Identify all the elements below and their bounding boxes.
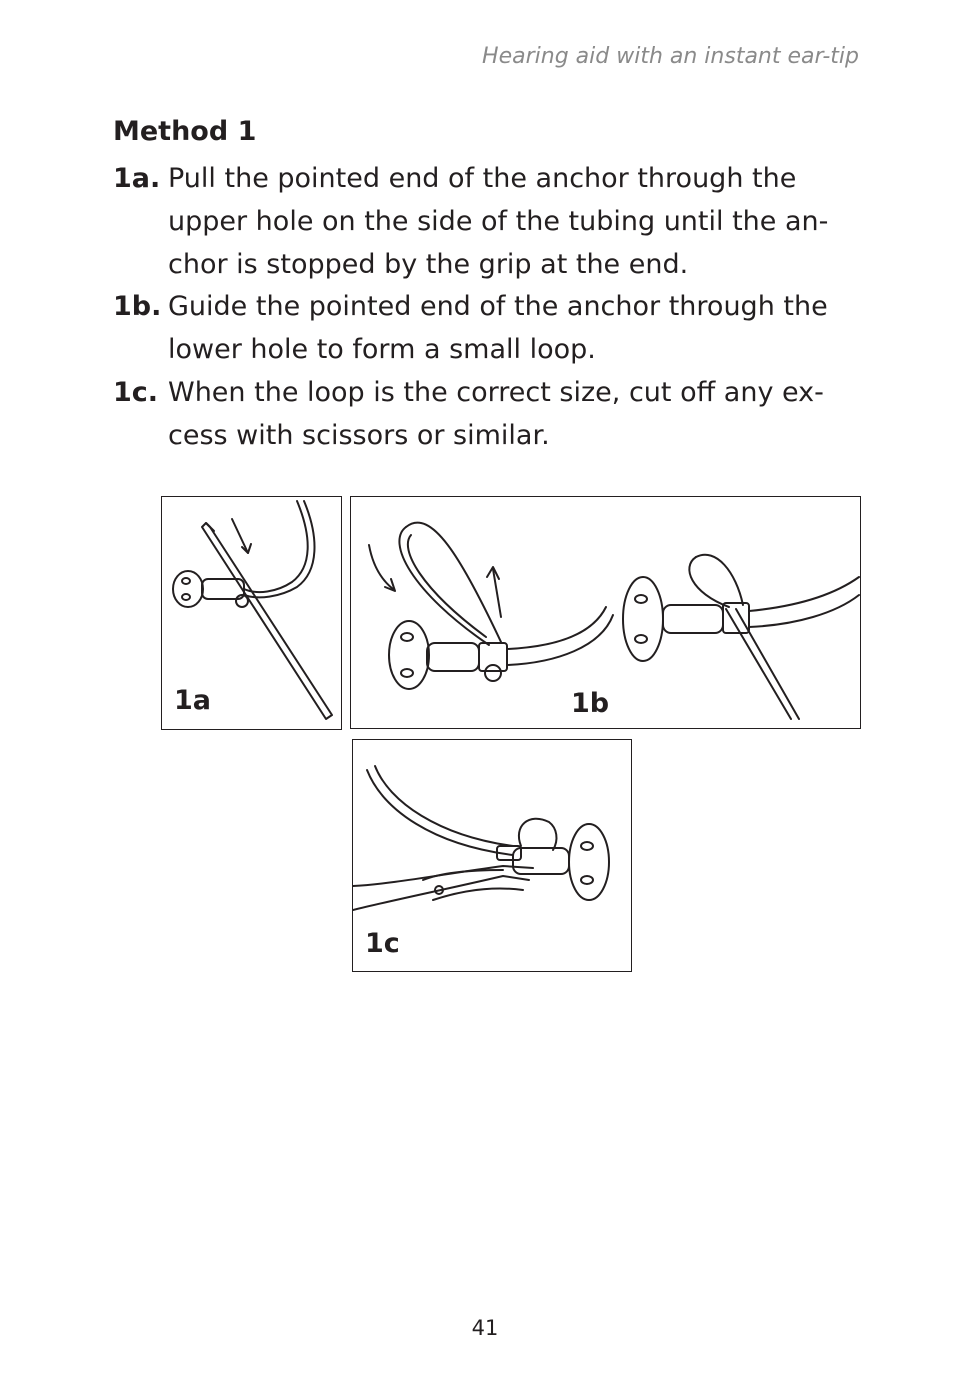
figure-label: 1c [365,928,400,959]
step-number: 1b. [113,291,162,322]
running-header: Hearing aid with an instant ear-tip [482,44,859,69]
step-line: Pull the pointed end of the anchor through the [168,163,797,194]
page-number: 41 [471,1316,499,1340]
figure-1c [352,739,632,972]
step-text [168,371,868,457]
figure-label: 1a [174,685,212,716]
step-line: chor is stopped by the grip at the end. [168,249,689,280]
step-number: 1a. [113,163,161,194]
step-line: cess with scissors or similar. [168,420,550,451]
step-line: Guide the pointed end of the anchor through the [168,291,828,322]
figure-1b [350,496,861,729]
step-line: upper hole on the side of the tubing until the an- [168,206,829,237]
figure-1a [161,496,342,730]
step-text [168,285,868,371]
step-line: When the loop is the correct size, cut off any ex- [168,377,824,408]
step-line: lower hole to form a small loop. [168,334,596,365]
figure-label: 1b [571,688,610,719]
step-text [168,157,868,286]
section-heading: Method 1 [113,116,257,147]
step-number: 1c. [113,377,159,408]
